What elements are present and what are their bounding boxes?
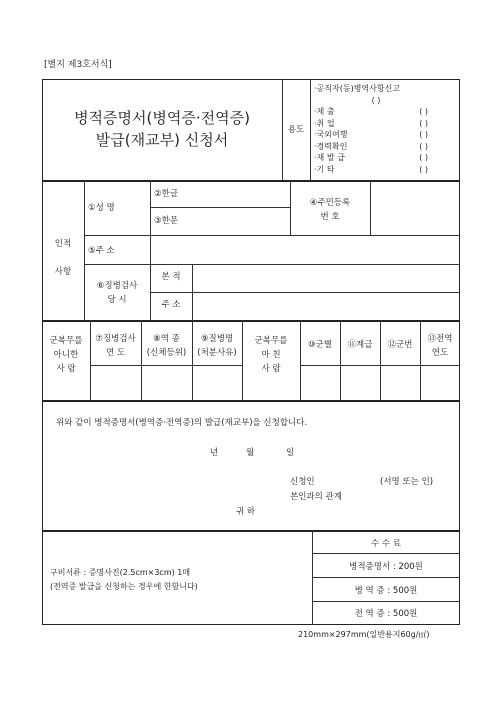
required-documents-note: (전역증 발급을 신청하는 경우에 한함니다) [50,582,198,591]
purpose-item-submission[interactable]: ·제 출 ( ) [314,107,428,116]
name-label: ①성 명 [88,203,115,213]
exam-address-label: 주 소 [161,300,181,310]
disease-label: ⑨질병명 (처분사유) [197,334,237,358]
exam-time-label: ⑥징병검사 당 시 [96,281,138,305]
purpose-item-reissue[interactable]: ·재 발 급 ( ) [314,153,428,162]
service-number-label: ⑫군번 [387,340,413,350]
relationship-field[interactable] [350,489,440,503]
discharge-year-field[interactable] [423,368,457,397]
purpose-list [314,83,458,175]
fee-header: 수 수 료 [370,539,402,549]
domicile-field[interactable] [196,267,456,289]
disease-field[interactable] [195,368,239,397]
not-served-label: 군복무를 아니한 사 람 [49,336,83,374]
required-documents: 구비서류 : 증명사진(2.5cm×3cm) 1매 [50,568,191,577]
served-label: 군복무를 마 친 사 람 [254,336,288,374]
application-statement: 위와 같이 병적증명서(병역증·전역증)의 발급(재교부)을 신청합니다. [56,418,308,428]
applicant-label: 신청인 [290,477,315,487]
name-hanja-field[interactable] [196,210,286,232]
form-label: [별지 제3호서식] [44,60,112,70]
service-number-field[interactable] [383,368,417,397]
purpose-item-public-official[interactable]: ·공직자(등)병역사항신고 ( ) [314,84,401,105]
purpose-item-career-check[interactable]: ·경력확인 ( ) [314,141,428,151]
exam-year-field[interactable] [93,368,138,397]
discharge-year-label: ⑬전역 연도 [427,334,453,358]
purpose-item-employment[interactable]: ·취 업 ( ) [314,118,428,128]
recipient-label: 귀 하 [236,507,256,517]
form-title-line1: 병적증명서(병역증·전역증) [74,109,250,127]
paper-spec: 210mm×297mm(일반용지60g/㎡) [298,630,430,639]
branch-field[interactable] [303,368,337,397]
form-title-line2: 발급(재교부) 신청서 [95,130,229,149]
form-title [42,108,282,152]
rank-field[interactable] [343,368,377,397]
service-grade-label: ⑧역 종 (신체등위) [146,334,187,358]
exam-year-label: ⑦징병검사 연 도 [95,334,136,358]
rank-label: ⑪계급 [347,340,373,350]
date-day-label: 일 [286,448,295,458]
name-hanja-label: ③한문 [154,216,179,226]
name-hangul-label: ②한글 [154,189,179,199]
fee-row-military-record: 병적증명서 : 200원 [349,562,423,572]
domicile-label: 본 적 [161,272,181,282]
service-grade-field[interactable] [144,368,189,397]
signature-note: (서명 또는 인) [380,477,434,487]
applicant-signature-field[interactable] [322,474,376,488]
address-field[interactable] [154,238,456,261]
purpose-item-other[interactable]: ·기 타 ( ) [314,164,428,174]
rrn-label: ④주민등록 번 호 [309,198,351,222]
relationship-label: 본인과의 관계 [290,492,342,502]
exam-address-field[interactable] [196,295,456,317]
address-label: ⑤주 소 [88,246,115,256]
name-hangul-field[interactable] [196,183,286,205]
personal-section-label: 인적 사항 [54,239,72,277]
rrn-field[interactable] [374,184,456,232]
date-month-label: 월 [246,448,255,458]
purpose-item-overseas-travel[interactable]: ·국외여행 ( ) [314,130,428,139]
date-year-label: 년 [210,448,219,458]
fee-row-discharge-card: 전 역 증 : 500원 [354,609,418,619]
branch-label: ⑩군별 [307,340,333,350]
fee-row-service-card: 병 역 증 : 500원 [354,586,418,596]
purpose-label: 용도 [287,125,305,135]
